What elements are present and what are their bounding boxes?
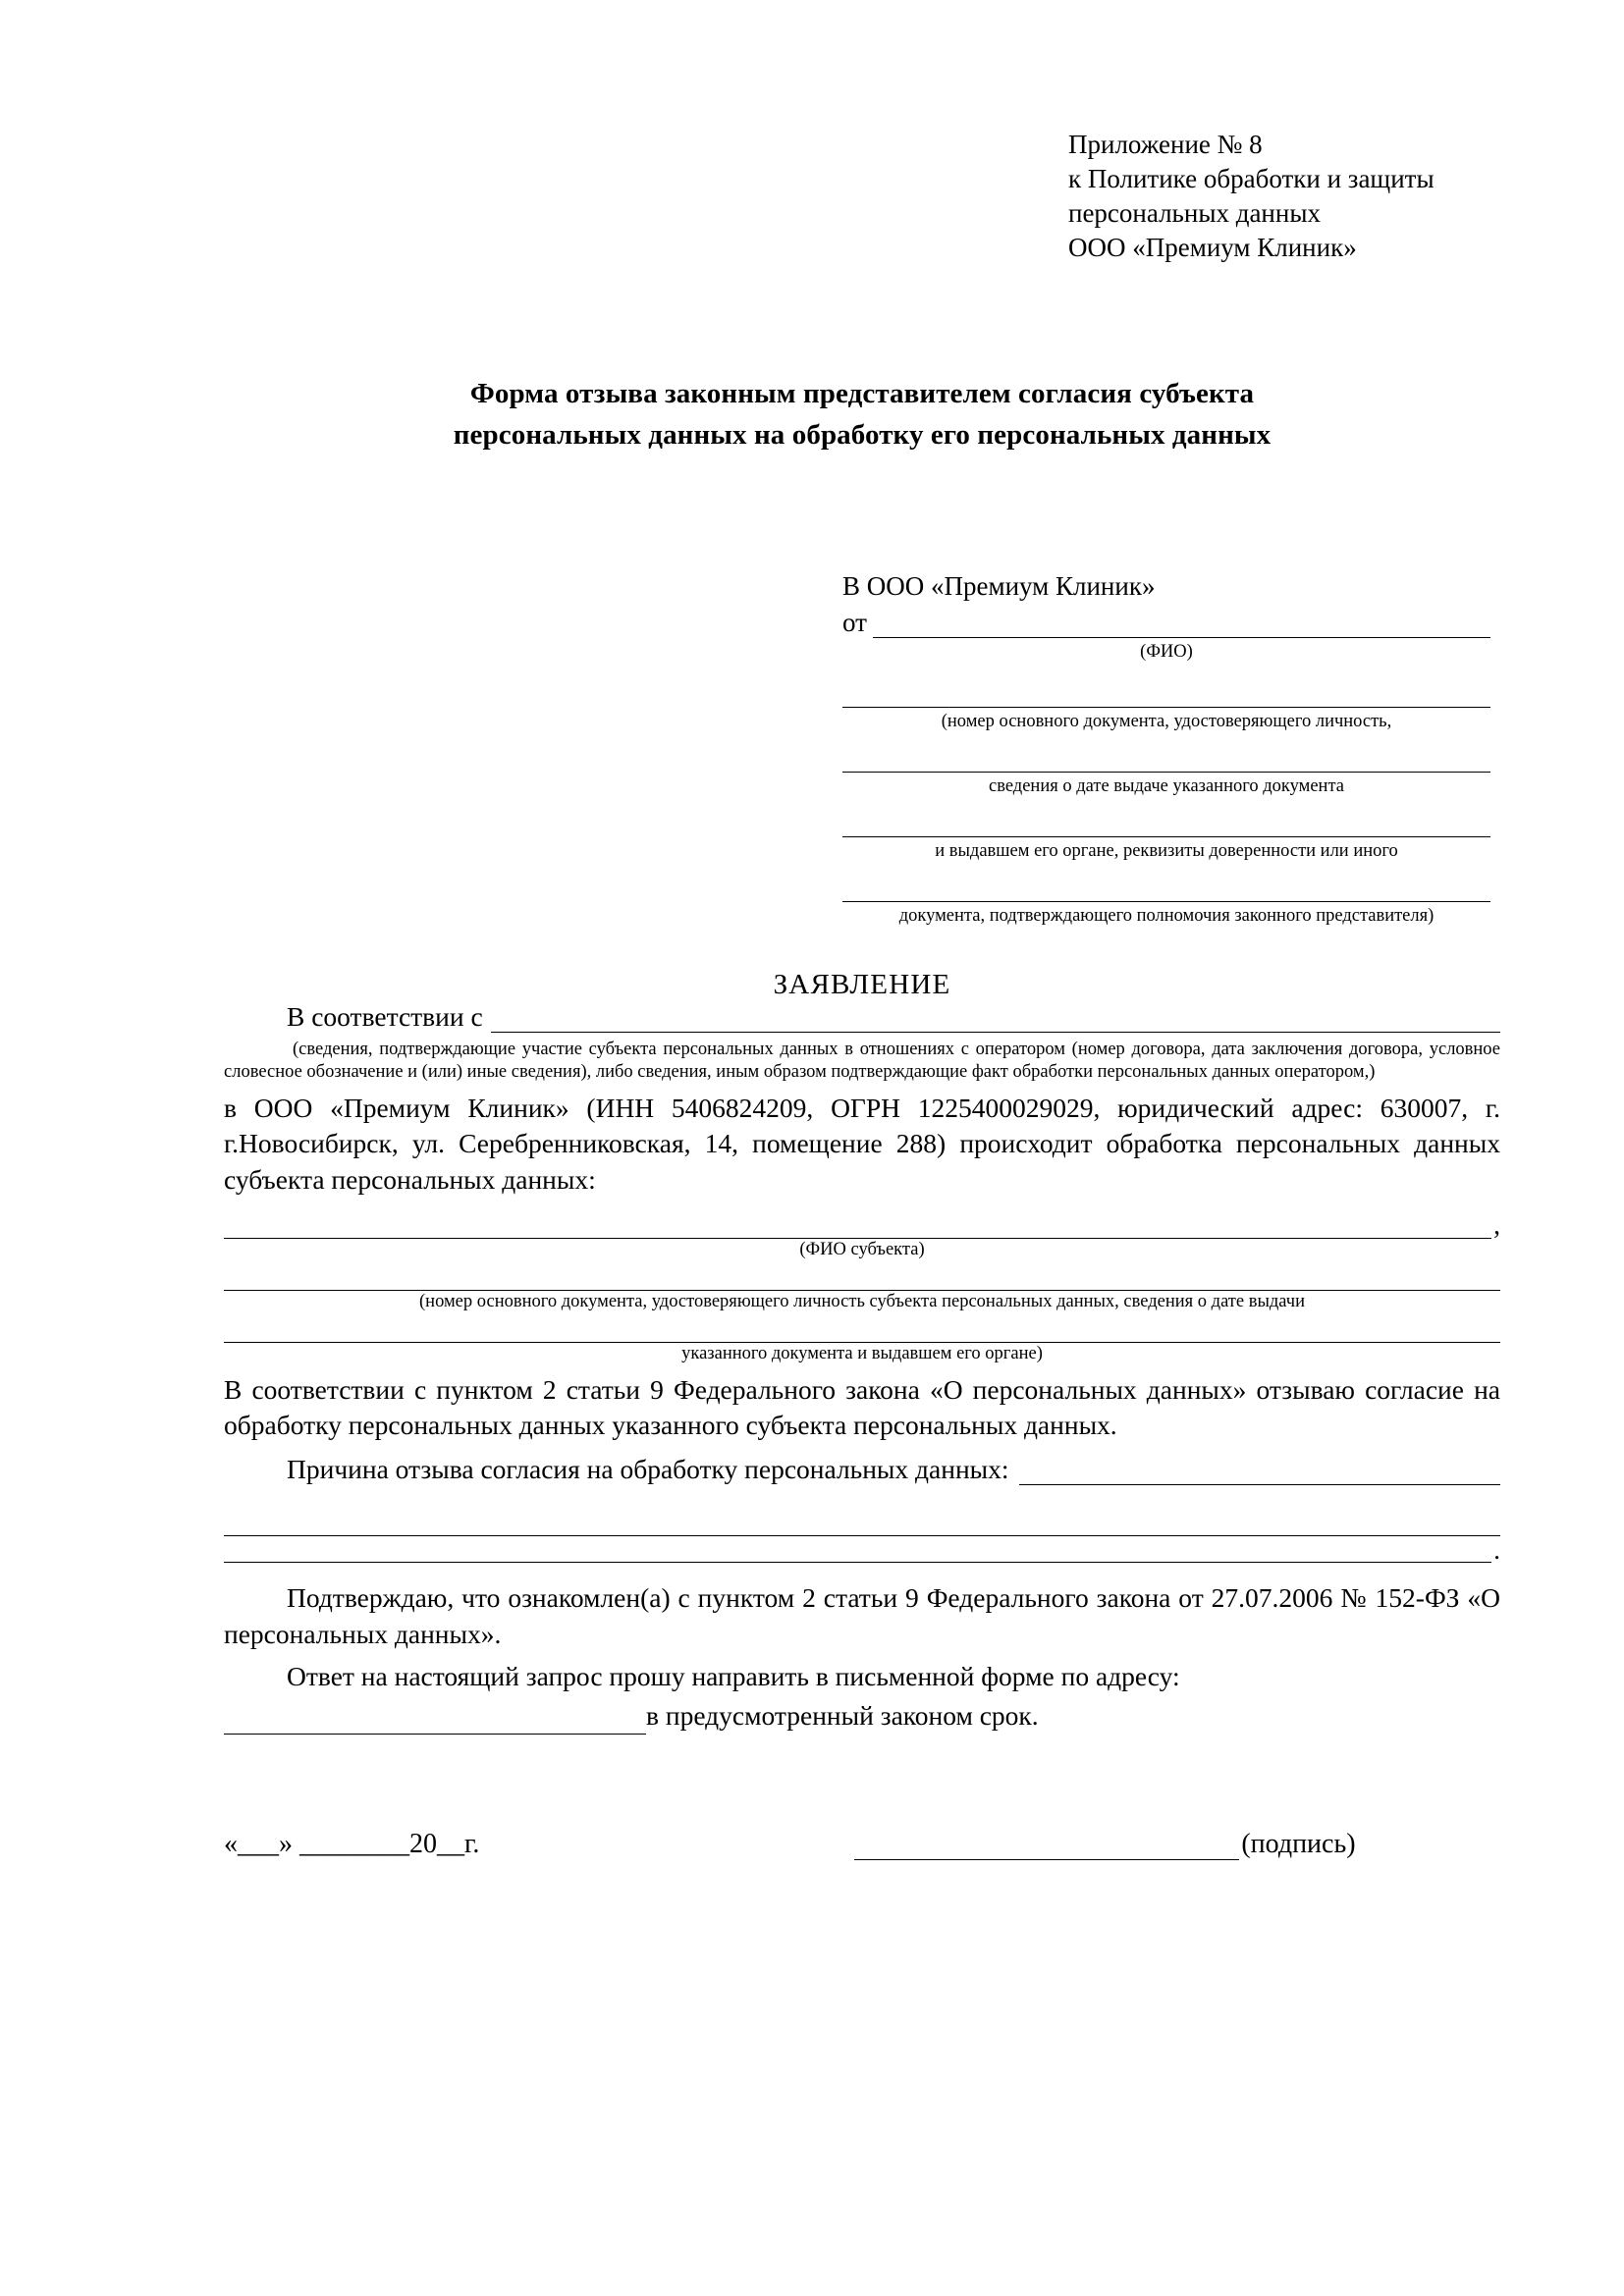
subject-doc-organ-input[interactable] xyxy=(224,1313,1500,1343)
subject-fio-row xyxy=(224,1211,1500,1239)
caption-subject-doc: (номер основного документа, удостоверяющего личность субъекта персональных данных, сведения о дате выдачи xyxy=(419,1292,1305,1312)
answer-address-input[interactable] xyxy=(224,1709,646,1735)
reason-input-1[interactable] xyxy=(1019,1460,1500,1485)
caption-doc-organ: и выдавшем его органе, реквизиты доверенности или иного xyxy=(935,840,1398,861)
signature-row xyxy=(224,1829,1500,1860)
answer-paragraph: Ответ на настоящий запрос прошу направить в письменной форме по адресу: xyxy=(287,1660,1180,1691)
addressee-doc-organ-input[interactable] xyxy=(842,808,1490,837)
reason-row xyxy=(224,1454,1500,1485)
page-title-line-1: Форма отзыва законным представителем согласия субъекта xyxy=(469,378,1255,410)
addressee-block xyxy=(842,571,1490,928)
appendix-organization: ООО «Премиум Клиник» xyxy=(1068,233,1357,263)
note-participation: (сведения, подтверждающие участие субъекта персональных данных в отношениях с оператором (номер договора, дата заключения договора, условное словесное обозначение и (или) иные сведения), либо сведения, иным образом подтверждающие факт обработки персональных данных оператором,) xyxy=(224,1040,1500,1083)
caption-fio: (ФИО) xyxy=(1140,642,1193,663)
in-accordance-input[interactable] xyxy=(491,1007,1500,1033)
appendix-number: Приложение № 8 xyxy=(1068,130,1263,159)
answer-address-row xyxy=(224,1698,1500,1735)
page-title xyxy=(224,373,1500,455)
addressee-to: В ООО «Премиум Клиник» xyxy=(842,571,1156,602)
operator-paragraph: в ООО «Премиум Клиник» (ИНН 5406824209, ОГРН 1225400029029, юридический адрес: 630007, г. г.Новосибирск, ул. Серебренниковская, 14, помещение 288) происходит обработка персональных данных субъекта персональных данных: xyxy=(224,1092,1500,1195)
caption-doc-number: (номер основного документа, удостоверяющего личность, xyxy=(941,711,1392,731)
document-body xyxy=(224,0,1500,1860)
withdraw-paragraph: В соответствии с пунктом 2 статьи 9 Федерального закона «О персональных данных» отзываю согласие на обработку персональных данных указанного субъекта персональных данных. xyxy=(224,1373,1500,1441)
in-accordance-row xyxy=(224,1001,1500,1033)
date-field[interactable]: «___» ________20__г. xyxy=(224,1828,480,1859)
caption-doc-date: сведения о дате выдаче указанного документа xyxy=(989,775,1344,796)
page-title-line-2: персональных данных на обработку его персональных данных xyxy=(453,419,1272,452)
caption-doc-authority: документа, подтверждающего полномочия законного представителя) xyxy=(898,905,1435,926)
addressee-from-label: от xyxy=(842,608,867,638)
reason-period: . xyxy=(1493,1533,1500,1565)
signature-input[interactable] xyxy=(854,1835,1239,1860)
reason-input-3[interactable] xyxy=(224,1562,1491,1563)
reason-input-2[interactable] xyxy=(224,1507,1500,1536)
subject-doc-input[interactable] xyxy=(224,1261,1500,1291)
reason-row-3 xyxy=(224,1533,1500,1565)
answer-address-tail: в предусмотренный законом срок. xyxy=(646,1700,1039,1732)
in-accordance-label: В соответствии с xyxy=(287,1001,483,1033)
caption-subject-fio: (ФИО субъекта) xyxy=(799,1239,925,1259)
statement-heading: ЗАЯВЛЕНИЕ xyxy=(773,969,951,1001)
confirm-paragraph: Подтверждаю, что ознакомлен(а) с пунктом 2 статьи 9 Федерального закона от 27.07.2006 № 152-ФЗ «О персональных данных». xyxy=(224,1582,1500,1649)
addressee-fio-input[interactable] xyxy=(873,613,1490,638)
appendix-policy-line-1: к Политике обработки и защиты xyxy=(1068,164,1435,194)
addressee-doc-authority-input[interactable] xyxy=(842,873,1490,902)
addressee-doc-date-input[interactable] xyxy=(842,743,1490,773)
appendix-header xyxy=(1068,128,1500,265)
addressee-doc-number-input[interactable] xyxy=(842,678,1490,708)
subject-fio-comma: , xyxy=(1493,1209,1500,1241)
signature-caption: (подпись) xyxy=(1241,1828,1356,1859)
addressee-from-row xyxy=(842,608,1490,638)
appendix-policy-line-2: персональных данных xyxy=(1068,198,1321,229)
caption-subject-doc-2: указанного документа и выдавшем его органе) xyxy=(681,1344,1043,1364)
reason-label: Причина отзыва согласия на обработку персональных данных: xyxy=(287,1453,1009,1484)
